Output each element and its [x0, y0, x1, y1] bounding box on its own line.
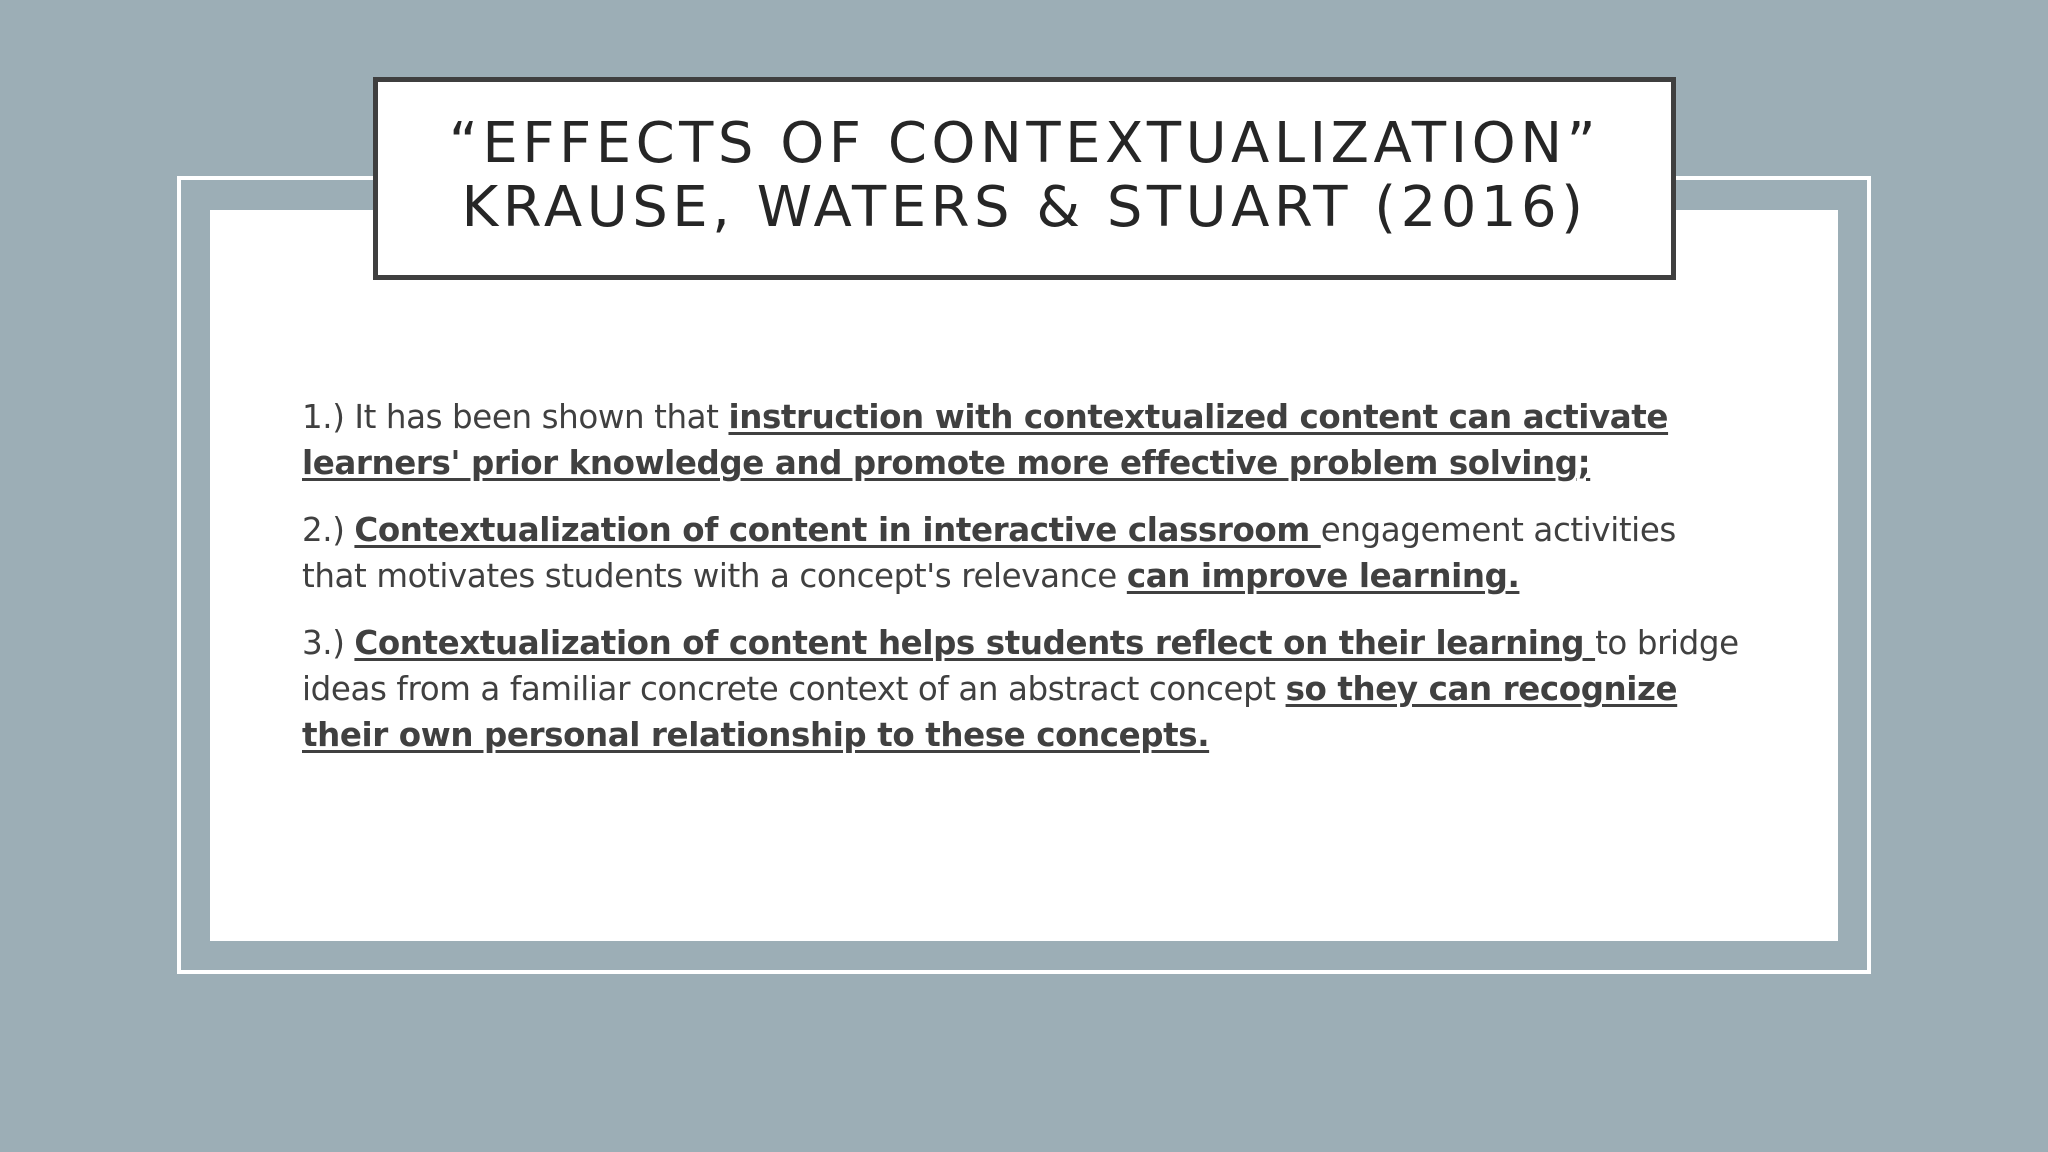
- slide-title-line-2: KRAUSE, WATERS & STUART (2016): [461, 174, 1588, 240]
- point-2-emphasis: Contextualization of content in interactive classroom: [354, 511, 1321, 549]
- point-1-emphasis: instruction with contextualized content can activate learners' prior knowledge and promote more effective problem solving;: [302, 398, 1669, 482]
- slide-title-box: [373, 77, 1676, 280]
- point-2-emphasis-end: can improve learning.: [1126, 557, 1520, 595]
- point-3-emphasis: Contextualization of content helps students reflect on their learning: [354, 624, 1596, 662]
- point-1-prefix: 1.) It has been shown that: [302, 398, 729, 436]
- slide-title-line-1: “EFFECTS OF CONTEXTUALIZATION”: [448, 110, 1601, 176]
- point-3-middle: to bridge ideas from a familiar concrete context of an abstract concept: [302, 624, 1739, 708]
- point-2-middle: engagement activities that motivates students with a concept's relevance: [302, 511, 1676, 595]
- point-2-prefix: 2.): [302, 511, 355, 549]
- point-3: [302, 620, 1742, 758]
- point-1: [302, 394, 1742, 486]
- point-3-emphasis-end: so they can recognize their own personal relationship to these concepts.: [302, 670, 1678, 754]
- point-3-prefix: 3.): [302, 624, 355, 662]
- point-2: [302, 507, 1742, 599]
- slide-body: [302, 394, 1742, 779]
